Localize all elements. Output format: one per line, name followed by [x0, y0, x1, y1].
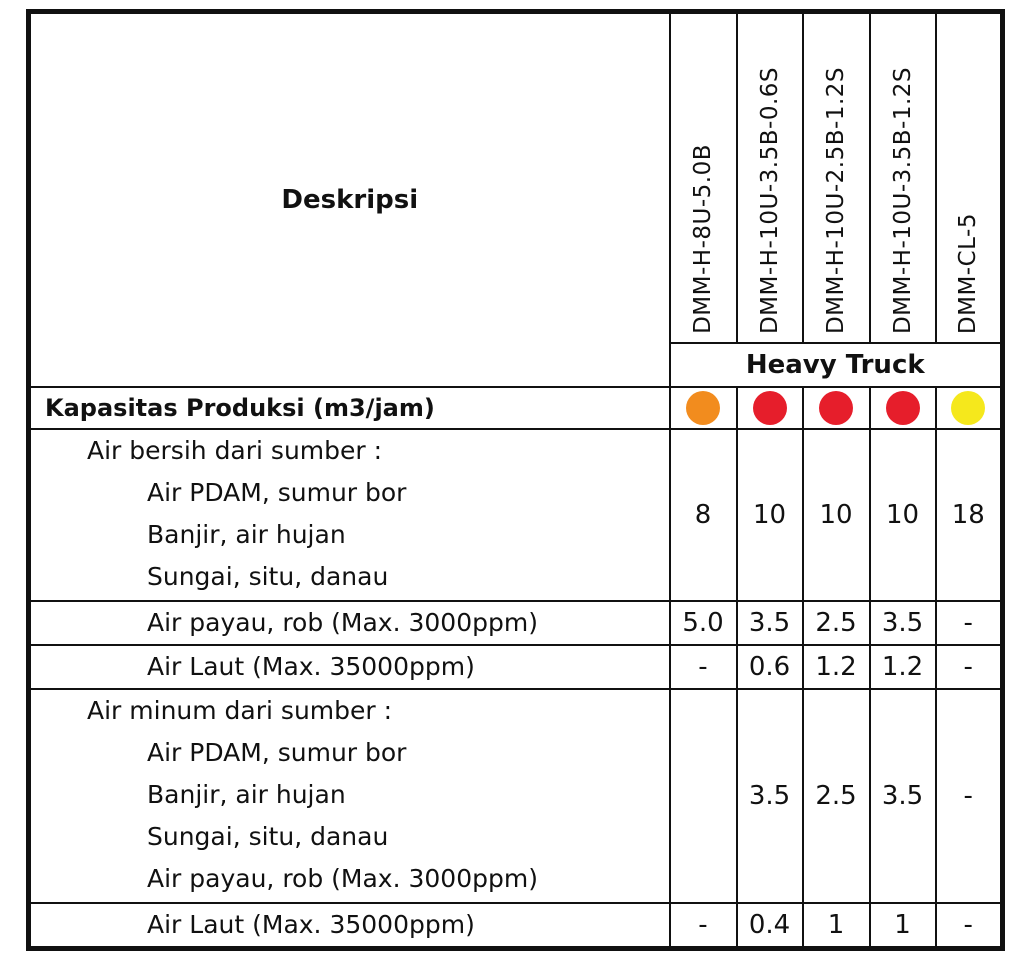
status-dot — [686, 391, 720, 425]
status-dot-cell — [670, 387, 737, 429]
value-cell: 3.5 — [870, 689, 936, 903]
model-name: DMM-H-10U-2.5B-1.2S — [823, 66, 849, 334]
model-name: DMM-CL-5 — [955, 212, 982, 334]
status-dot-cell — [870, 387, 936, 429]
value-cell: 3.5 — [737, 601, 803, 645]
model-header — [670, 12, 737, 344]
value-cell: 2.5 — [803, 689, 870, 903]
value-cell: 10 — [803, 429, 870, 601]
table-row — [29, 645, 1003, 689]
drinking-seawater-description — [29, 903, 670, 949]
model-name: DMM-H-10U-3.5B-1.2S — [889, 66, 916, 334]
value-cell: - — [936, 645, 1003, 689]
value-cell: - — [670, 645, 737, 689]
status-dot — [951, 391, 985, 425]
model-name: DMM-H-10U-3.5B-0.6S — [756, 66, 783, 334]
row-item: Banjir, air hujan — [147, 780, 346, 809]
value-cell: 18 — [936, 429, 1003, 601]
value-cell: 3.5 — [870, 601, 936, 645]
value-cell: 8 — [670, 429, 737, 601]
section-title: Kapasitas Produksi (m3/jam) — [29, 387, 670, 429]
value-cell: 1.2 — [870, 645, 936, 689]
spec-table — [26, 9, 1005, 951]
row-item: Sungai, situ, danau — [147, 562, 389, 591]
model-header — [737, 12, 803, 344]
row-item: Air PDAM, sumur bor — [147, 478, 407, 507]
header-row — [29, 12, 1003, 344]
row-title: Air bersih dari sumber : — [87, 436, 383, 465]
table-row — [29, 903, 1003, 949]
value-cell: 1.2 — [803, 645, 870, 689]
row-label: Air Laut (Max. 35000ppm) — [147, 652, 475, 681]
row-item: Air payau, rob (Max. 3000ppm) — [147, 864, 538, 893]
model-header — [870, 12, 936, 344]
row-item: Air PDAM, sumur bor — [147, 738, 407, 767]
row-title: Air minum dari sumber : — [87, 696, 393, 725]
status-dot-cell — [936, 387, 1003, 429]
model-name: DMM-H-8U-5.0B — [690, 144, 716, 334]
value-cell: - — [936, 689, 1003, 903]
description-header: Deskripsi — [29, 12, 670, 388]
table-row — [29, 689, 1003, 903]
value-cell: 2.5 — [803, 601, 870, 645]
status-dot-cell — [803, 387, 870, 429]
brackish-description — [29, 601, 670, 645]
table-row — [29, 601, 1003, 645]
value-cell: 1 — [870, 903, 936, 949]
row-item: Banjir, air hujan — [147, 520, 346, 549]
value-cell: 0.6 — [737, 645, 803, 689]
drinking-water-description — [29, 689, 670, 903]
value-cell: 0.4 — [737, 903, 803, 949]
table-row — [29, 429, 1003, 601]
value-cell: - — [936, 601, 1003, 645]
status-dot — [819, 391, 853, 425]
value-cell: - — [936, 903, 1003, 949]
status-dot — [753, 391, 787, 425]
value-cell: - — [670, 903, 737, 949]
clean-water-description — [29, 429, 670, 601]
value-cell: 3.5 — [737, 689, 803, 903]
section-row — [29, 387, 1003, 429]
value-cell — [670, 689, 737, 903]
model-header — [936, 12, 1003, 344]
row-item: Sungai, situ, danau — [147, 822, 389, 851]
group-header: Heavy Truck — [670, 343, 1003, 387]
value-cell: 1 — [803, 903, 870, 949]
row-label: Air payau, rob (Max. 3000ppm) — [147, 608, 538, 637]
value-cell: 10 — [737, 429, 803, 601]
value-cell: 10 — [870, 429, 936, 601]
row-label: Air Laut (Max. 35000ppm) — [147, 910, 475, 939]
value-cell: 5.0 — [670, 601, 737, 645]
model-header — [803, 12, 870, 344]
seawater-description — [29, 645, 670, 689]
status-dot — [886, 391, 920, 425]
status-dot-cell — [737, 387, 803, 429]
